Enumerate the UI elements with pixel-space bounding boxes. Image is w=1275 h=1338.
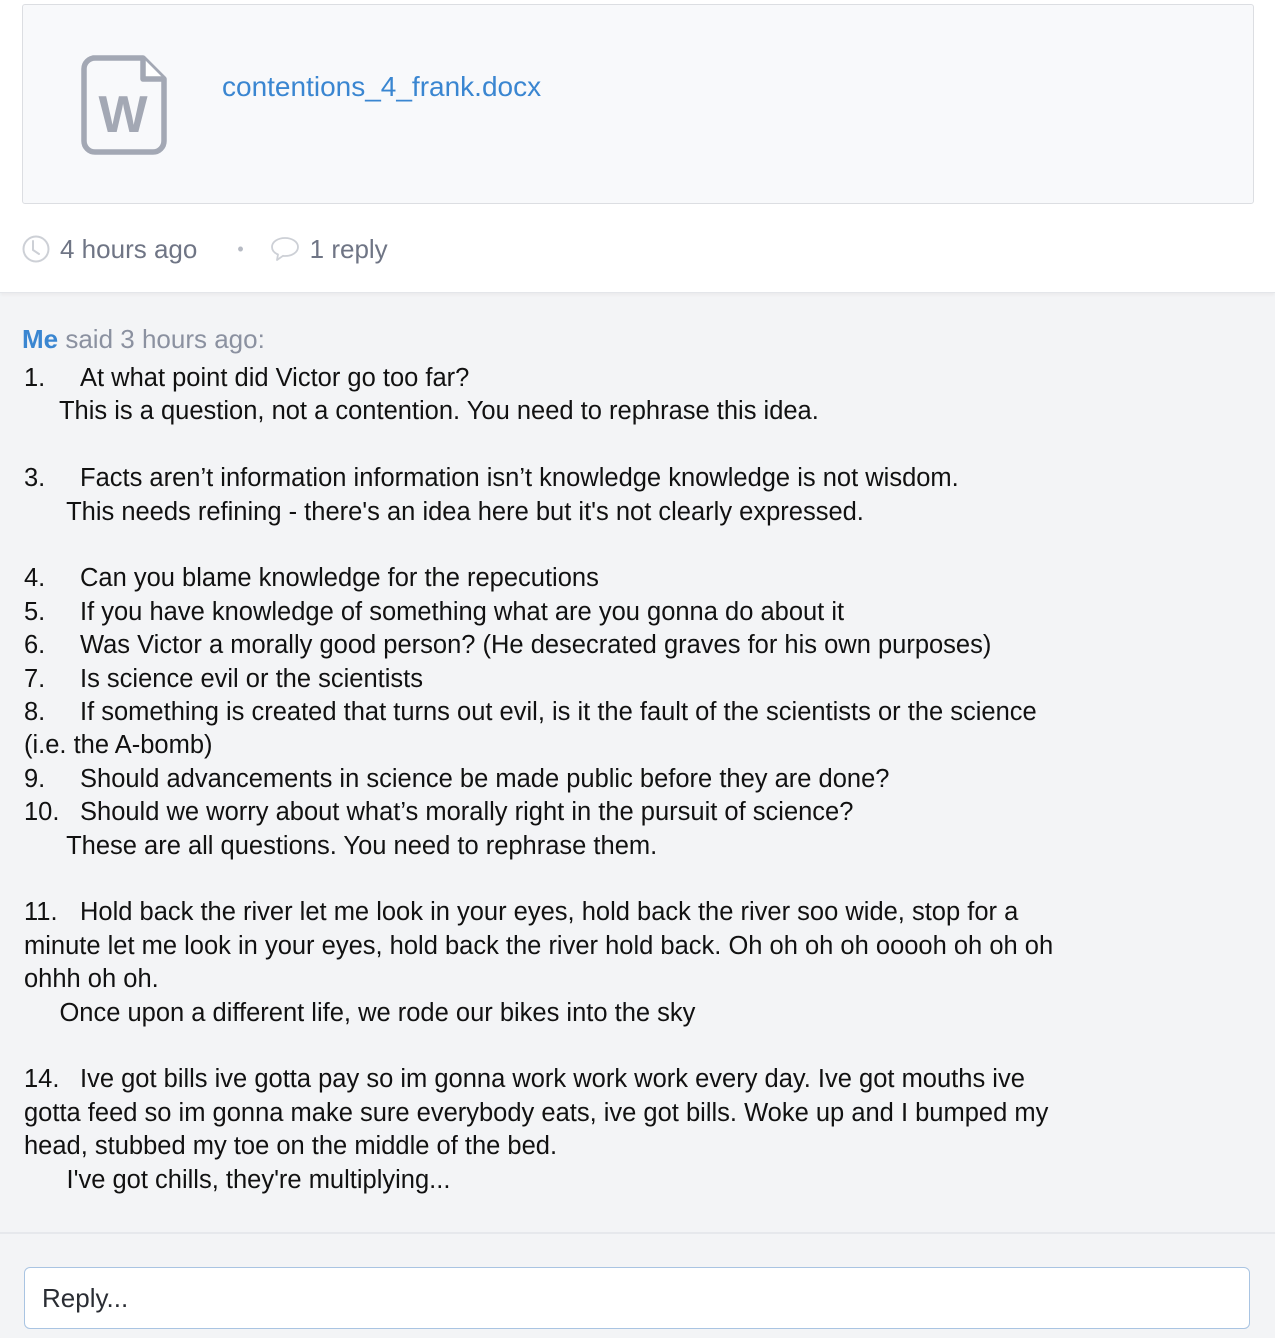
reply-line <box>24 696 1224 729</box>
list-number: 8. <box>24 698 46 727</box>
reply-line <box>24 429 1224 462</box>
reply-line <box>24 1164 1224 1197</box>
reply-line <box>24 729 1224 762</box>
list-number: 7. <box>24 664 46 693</box>
line-text: Can you blame knowledge for the repecutions <box>80 564 599 593</box>
list-number: 11. <box>24 898 58 927</box>
reply-thread <box>0 294 1275 1234</box>
line-indent <box>24 498 66 526</box>
attachment-file-link[interactable]: contentions_4_frank.docx <box>222 71 542 102</box>
reply-line <box>24 830 1224 863</box>
reply-line <box>24 896 1224 929</box>
reply-timestamp: said 3 hours ago: <box>58 324 265 354</box>
line-text: Should we worry about what’s morally right in the pursuit of science? <box>80 798 854 827</box>
reply-line <box>24 1130 1224 1163</box>
line-indent <box>24 999 59 1027</box>
reply-line <box>24 629 1224 662</box>
post-meta <box>22 232 388 266</box>
reply-line <box>24 997 1224 1030</box>
reply-line <box>24 796 1224 829</box>
line-text: gotta feed so im gonna make sure everybody eats, ive got bills. Woke up and I bumped my <box>24 1098 1049 1127</box>
line-text: minute let me look in your eyes, hold back the river hold back. Oh oh oh oh ooooh oh oh oh <box>24 931 1054 960</box>
clock-icon <box>22 235 50 263</box>
list-number: 10. <box>24 798 60 827</box>
reply-author[interactable]: Me <box>22 324 59 354</box>
line-text: This is a question, not a contention. You need to rephrase this idea. <box>58 397 819 426</box>
post-card <box>0 0 1275 293</box>
reply-line <box>24 963 1224 996</box>
line-text: Facts aren’t information information isn’t knowledge knowledge is not wisdom. <box>80 464 959 493</box>
reply-line <box>24 930 1224 963</box>
line-text: This needs refining - there's an idea here but it's not clearly expressed. <box>66 497 864 526</box>
line-text: Once upon a different life, we rode our bikes into the sky <box>59 998 696 1027</box>
line-text: These are all questions. You need to rephrase them. <box>66 831 658 860</box>
speech-bubble-icon[interactable] <box>270 235 300 263</box>
reply-line <box>24 763 1224 796</box>
list-number: 3. <box>24 464 46 493</box>
reply-line <box>24 362 1224 395</box>
reply-line <box>24 496 1224 529</box>
reply-line <box>24 462 1224 495</box>
line-text: Is science evil or the scientists <box>80 664 423 693</box>
line-text: I've got chills, they're multiplying... <box>66 1165 451 1194</box>
doc-icon-letter: W <box>98 86 148 144</box>
line-text: If you have knowledge of something what are you gonna do about it <box>80 597 845 626</box>
line-text: Should advancements in science be made public before they are done? <box>80 764 890 793</box>
line-text: (i.e. the A-bomb) <box>24 731 213 760</box>
reply-line <box>24 1097 1224 1130</box>
reply-line <box>24 529 1224 562</box>
line-text: At what point did Victor go too far? <box>80 364 470 392</box>
reply-line <box>24 1030 1224 1063</box>
reply-line <box>24 663 1224 696</box>
reply-body <box>24 362 1224 1197</box>
line-text: Was Victor a morally good person? (He desecrated graves for his own purposes) <box>80 631 992 660</box>
attachment-card[interactable] <box>22 4 1254 204</box>
reply-count[interactable]: 1 reply <box>309 233 388 264</box>
reply-line <box>24 395 1224 428</box>
reply-header <box>22 324 265 355</box>
list-number: 1. <box>24 364 46 392</box>
line-text: Ive got bills ive gotta pay so im gonna work work work every day. Ive got mouths ive <box>80 1065 1025 1094</box>
list-number: 9. <box>24 764 46 793</box>
word-document-icon[interactable] <box>81 55 167 155</box>
line-text: If something is created that turns out evil, is it the fault of the scientists or the science <box>80 698 1037 727</box>
line-text: head, stubbed my toe on the middle of the bed. <box>24 1132 558 1161</box>
list-number: 14. <box>24 1065 60 1094</box>
line-text: Hold back the river let me look in your eyes, hold back the river soo wide, stop for a <box>80 898 1019 927</box>
post-time: 4 hours ago <box>60 233 198 264</box>
reply-line <box>24 562 1224 595</box>
line-text: ohhh oh oh. <box>24 965 159 994</box>
line-indent <box>24 1166 67 1194</box>
reply-line <box>24 1063 1224 1096</box>
list-number: 4. <box>24 564 46 593</box>
list-number: 5. <box>24 597 46 626</box>
line-indent <box>24 397 59 425</box>
reply-line <box>24 596 1224 629</box>
meta-separator: • <box>237 238 244 259</box>
line-indent <box>24 832 66 860</box>
list-number: 6. <box>24 631 46 660</box>
reply-line <box>24 863 1224 896</box>
reply-input[interactable] <box>24 1267 1250 1329</box>
